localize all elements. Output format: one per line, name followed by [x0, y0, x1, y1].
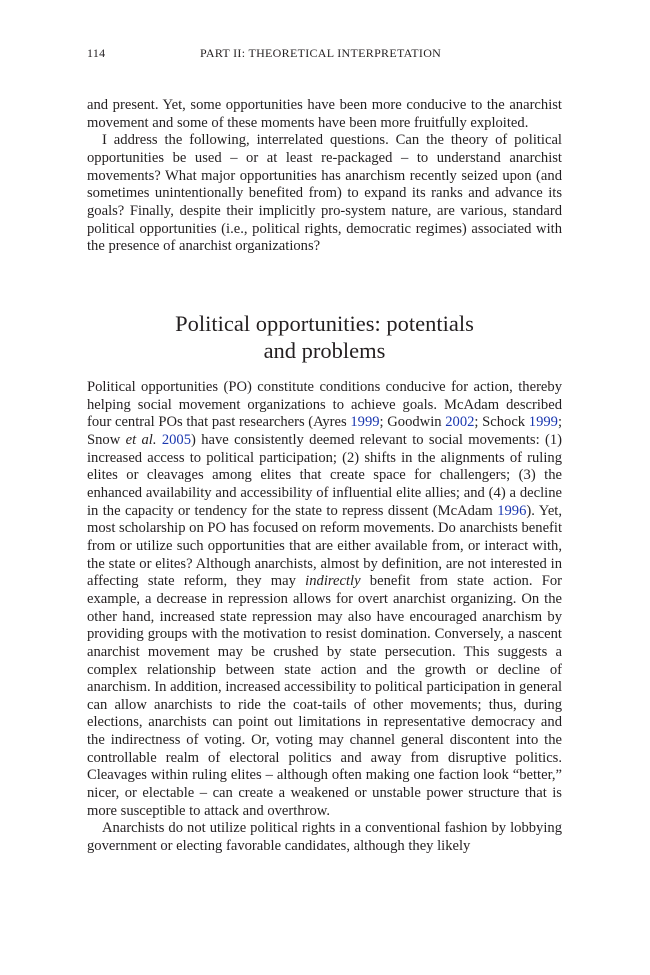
text-run: Political opportunities (PO) constitute conditions conducive for action, thereby helping social movement organizations to achieve goals. McAdam described four central POs that past researchers (Ayres [87, 379, 562, 431]
running-head [87, 46, 562, 62]
paragraph-questions: I address the following, interrelated questions. Can the theory of political opportunities be used – or at least re-packaged – to understand anarchist movements? What major opportunities has anarchism recently seized upon (and sometimes unintentionally benefited from) to expand its ranks and advance its goals? Finally, despite their implicitly pro-system nature, are various, standard political opportunities (i.e., political rights, democratic regimes) associated with the presence of anarchist organizations? [87, 132, 562, 255]
citation-link-snow-2005[interactable]: 2005 [161, 431, 191, 448]
section-heading [87, 310, 562, 364]
running-title: PART II: THEORETICAL INTERPRETATION [200, 46, 442, 60]
paragraph-political-opportunities [87, 379, 562, 820]
paragraph-political-rights: Anarchists do not utilize political rights in a conventional fashion by lobbying government or electing favorable candidates, although they likely [87, 820, 562, 855]
intro-text [87, 97, 562, 256]
text-run: ). Yet, most scholarship on PO has focused on reform movements. Do anarchists benefit from or utilize such opportunities that are either available from, or interact with, the state or elites? Although anarchists, almost by definition, are not interested in affecting state reform, they may [87, 502, 563, 590]
text-run: ) have consistently deemed relevant to social movements: (1) increased access to political participation; (2) shifts in the alignments of ruling elites or cleavages among elites that create space for challengers; (3) the enhanced availability and accessibility of influential elite allies; and (4) a decline in the capacity or tendency for the state to repress dissent (McAdam [87, 431, 562, 519]
section-body [87, 379, 562, 856]
emphasis-indirectly: indirectly [305, 573, 361, 590]
text-run: ; Schock [474, 414, 529, 431]
text-run: ; Goodwin [379, 414, 446, 431]
et-al-italic: et al. [125, 431, 157, 448]
citation-link-ayres-1999[interactable]: 1999 [350, 414, 380, 431]
text-run: benefit from state action. For example, a decrease in repression allows for overt anarchist organizing. On the other hand, increased state repression may also have encouraged anarchism by providing groups with the motivation to resist domination. Conversely, a nascent anarchist movement may be crushed by state persecution. This suggests a complex relationship between state action and the growth or decline of anarchism. In addition, increased accessibility to political participation in general can allow anarchists to ride the coat-tails of other movements; thus, during elections, anarchists can point out limitations in representative democracy and the indirectness of voting. Or, voting may channel general discontent into the controllable realm of electoral politics and away from disruptive politics. Cleavages within ruling elites – although often making one faction look “better,” nicer, or electable – can create a weakened or unstable power structure that is more susceptible to attack and overthrow. [87, 573, 562, 819]
citation-link-mcadam-1996[interactable]: 1996 [497, 502, 527, 519]
citation-link-goodwin-2002[interactable]: 2002 [445, 414, 475, 431]
section-heading-line-1: Political opportunities: potentials [175, 311, 474, 336]
section-heading-line-2: and problems [263, 338, 386, 363]
citation-link-schock-1999[interactable]: 1999 [528, 414, 558, 431]
text-run: ; Snow [87, 414, 563, 448]
paragraph-continuation: and present. Yet, some opportunities have been more conducive to the anarchist movement and some of these moments have been more fruitfully exploited. [87, 97, 562, 131]
page-number: 114 [87, 46, 106, 60]
